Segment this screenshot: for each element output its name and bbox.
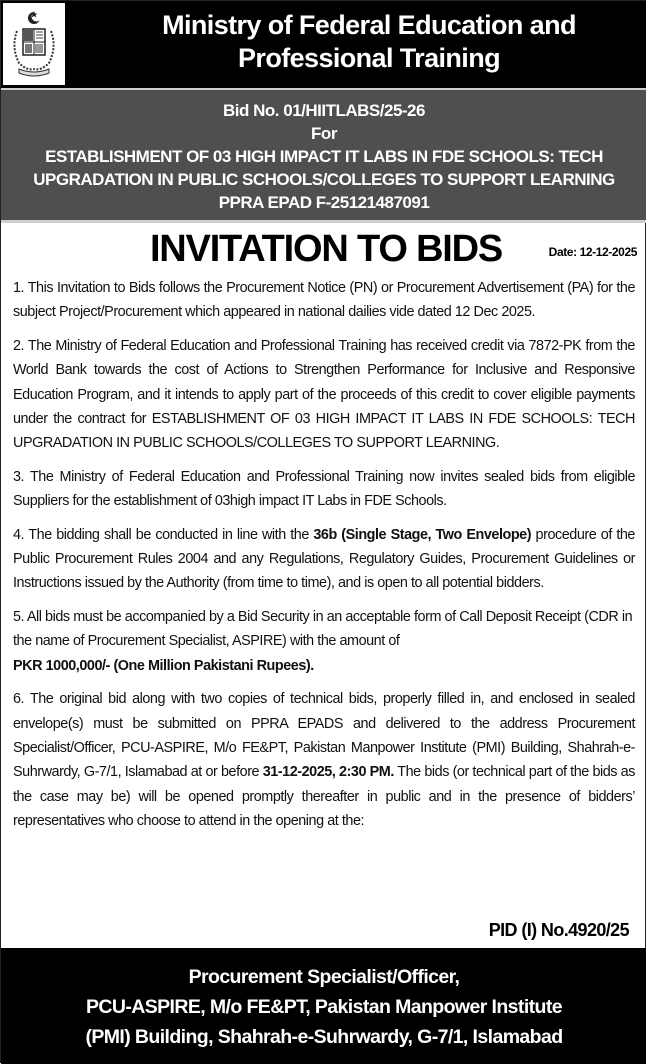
emblem-box (3, 3, 65, 85)
state-emblem-icon (7, 9, 61, 79)
paragraph-4-text-b: procedure of the Public Procurement Rules 2004 and any Regulations, Regulatory Guides, Procurement Guidelines or Instructions issued by the Authority (from time to time), and is open to all potential bidders. (13, 526, 635, 592)
bid-banner (1, 90, 646, 220)
paragraph-5-text: 5. All bids must be accompanied by a Bid Security in an acceptable form of Call Deposit Receipt (CDR in the name of Procurement Specialist, ASPIRE) with the amount of (13, 608, 633, 650)
paragraph-6-text-b: The bids (or technical part of the bids as the case may be) will be opened promptly thereafter in public and in the presence of bidders’ representatives who choose to attend in the opening at the: (13, 764, 635, 830)
submission-deadline: 31-12-2025, 2:30 PM. (262, 764, 394, 781)
notice-body (13, 276, 635, 843)
ministry-title-line2: Professional Training (238, 43, 500, 73)
bid-number: Bid No. 01/HIITLABS/25-26 (223, 101, 425, 120)
notice-date: Date: 12-12-2025 (548, 245, 637, 259)
bid-subject-line1: ESTABLISHMENT OF 03 HIGH IMPACT IT LABS IN FDE SCHOOLS: TECH (45, 147, 603, 166)
footer-line1: Procurement Specialist/Officer, (188, 966, 460, 988)
footer-line3: (PMI) Building, Shahrah-e-Suhrwardy, G-7/1, Islamabad (85, 1026, 563, 1048)
bid-for: For (311, 124, 337, 143)
divider (1, 220, 646, 223)
paragraph-5 (13, 605, 635, 678)
paragraph-6-text-a: 6. The original bid along with two copies of technical bids, properly filled in, and enclosed in sealed envelope(s) must be submitted on PPRA EPADS and delivered to the address Procurement Specialist/Officer, PCU-ASPIRE, M/o FE&PT, Pakistan Manpower Institute (PMI) Building, Shahrah-e-Suhrwardy, G-7/1, Islamabad at or before (13, 691, 635, 781)
procurement-method: 36b (Single Stage, Two Envelope) (313, 526, 532, 543)
ministry-title (91, 9, 646, 75)
bid-security-amount: PKR 1000,000/- (One Million Pakistani Rupees). (13, 657, 314, 674)
paragraph-1: 1. This Invitation to Bids follows the Procurement Notice (PN) or Procurement Advertisement (PA) for the subject Project/Procurement which appeared in national dailies vide dated 12 Dec 2025. (13, 280, 635, 321)
pid-number: PID (I) No.4920/25 (488, 920, 629, 940)
footer-address (1, 948, 646, 1064)
paragraph-3: 3. The Ministry of Federal Education and Professional Training now invites sealed bids from eligible Suppliers for the establishment of 03high impact IT Labs in FDE Schools. (13, 468, 635, 510)
header (1, 1, 646, 88)
bid-subject-line2: UPGRADATION IN PUBLIC SCHOOLS/COLLEGES TO SUPPORT LEARNING (33, 170, 615, 189)
ministry-title-line1: Ministry of Federal Education and (162, 10, 576, 40)
paragraph-4-text-a: 4. The bidding shall be conducted in line with the (13, 526, 314, 543)
footer-line2: PCU-ASPIRE, M/o FE&PT, Pakistan Manpower Institute (86, 996, 562, 1018)
paragraph-2: 2. The Ministry of Federal Education and Professional Training has received credit via 7872-PK from the World Bank towards the cost of Actions to Strengthen Performance for Inclusive and Responsive Education Program, and it intends to apply part of the proceeds of this credit to cover eligible payments under the contract for ESTABLISHMENT OF 03 HIGH IMPACT IT LABS IN FDE SCHOOLS: TECH UPGRADATION IN PUBLIC SCHOOLS/COLLEGES TO SUPPORT LEARNING. (13, 337, 635, 452)
ppra-reference: PPRA EPAD F-25121487091 (218, 193, 430, 212)
paragraph-6 (13, 687, 635, 833)
notice-title: INVITATION TO BIDS (149, 228, 503, 270)
paragraph-4 (13, 523, 635, 596)
